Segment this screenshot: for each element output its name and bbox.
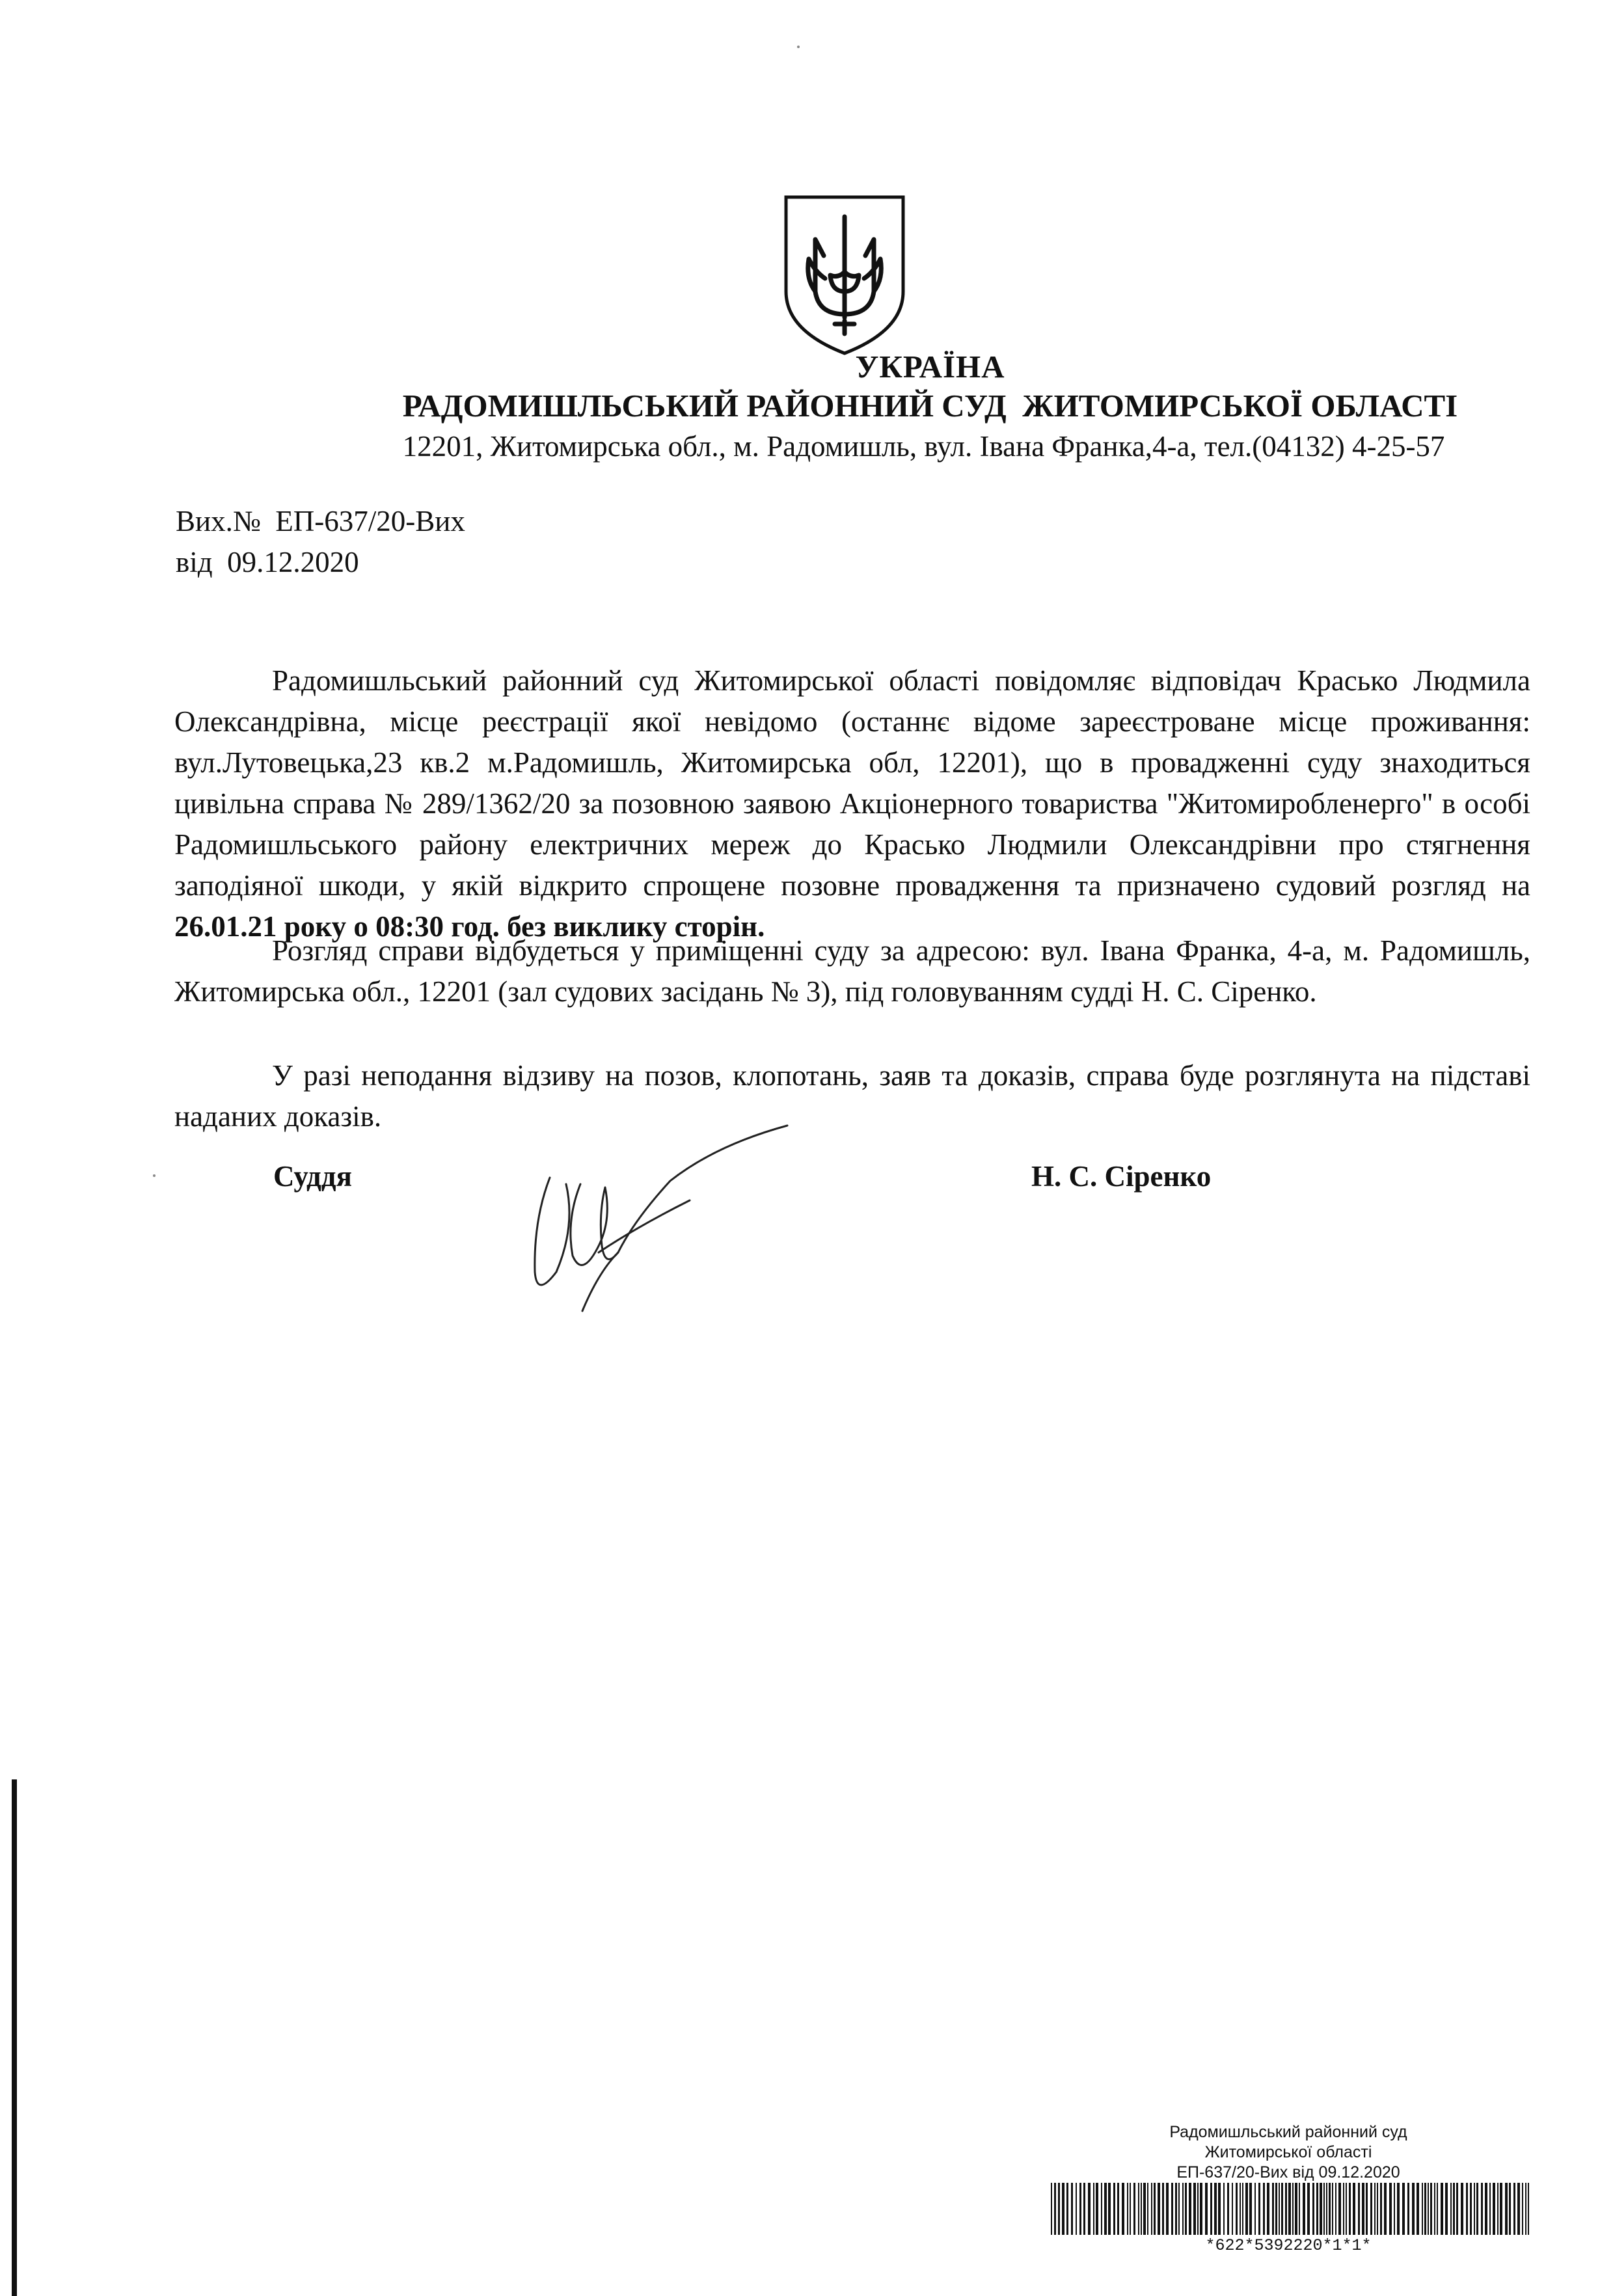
barcode-bar xyxy=(1101,2183,1102,2235)
barcode-bar xyxy=(1162,2183,1164,2235)
barcode-bar xyxy=(1151,2183,1152,2235)
barcode-bar xyxy=(1445,2183,1448,2235)
barcode-bar xyxy=(1104,2183,1107,2235)
barcode-bar xyxy=(1249,2183,1252,2235)
barcode-bar xyxy=(1197,2183,1199,2235)
barcode-bar xyxy=(1332,2183,1333,2235)
barcode-bar xyxy=(1093,2183,1094,2235)
barcode-bar xyxy=(1227,2183,1229,2235)
barcode-bar xyxy=(1509,2183,1511,2235)
barcode-bar xyxy=(1485,2183,1487,2235)
barcode-bar xyxy=(1441,2183,1443,2235)
court-address: 12201, Житомирська обл., м. Радомишль, вул. Івана Франка,4-а, тел.(04132) 4-25-57 xyxy=(402,430,1445,463)
country-title: УКРАЇНА xyxy=(855,349,1005,385)
barcode-bar xyxy=(1489,2183,1491,2235)
barcode-bar xyxy=(1437,2183,1438,2235)
barcode-bar xyxy=(1412,2183,1415,2235)
barcode-bar xyxy=(1295,2183,1297,2235)
barcode-bar xyxy=(1326,2183,1327,2235)
barcode-bar xyxy=(1329,2183,1331,2235)
barcode-bar xyxy=(1141,2183,1142,2235)
barcode-bar xyxy=(1466,2183,1468,2235)
barcode-bar xyxy=(1200,2183,1202,2235)
barcode-bar xyxy=(1470,2183,1472,2235)
hearing-datetime: 26.01.21 року о 08:30 год. без виклику сторін. xyxy=(174,910,765,943)
barcode-bar xyxy=(1242,2183,1243,2235)
barcode-bar xyxy=(1088,2183,1091,2235)
barcode-bar xyxy=(1402,2183,1405,2235)
barcode-bar xyxy=(1218,2183,1221,2235)
barcode-bar xyxy=(1394,2183,1395,2235)
barcode-bar xyxy=(1175,2183,1177,2235)
barcode-bar xyxy=(1370,2183,1372,2235)
judge-label: Суддя xyxy=(273,1160,352,1193)
scan-edge-mark xyxy=(12,1779,17,2296)
barcode-bar xyxy=(1079,2183,1081,2235)
barcode-bar xyxy=(1245,2183,1248,2235)
barcode-bar xyxy=(1292,2183,1294,2235)
barcode-bar xyxy=(1476,2183,1478,2235)
barcode-bar xyxy=(1154,2183,1156,2235)
barcode-bar xyxy=(1083,2183,1085,2235)
barcode-bar xyxy=(1456,2183,1458,2235)
barcode-bar xyxy=(1430,2183,1432,2235)
hearing-location-paragraph: Розгляд справи відбудеться у приміщенні суду за адресою: вул. Івана Франка, 4-а, м. Радомишль, Житомирська обл., 12201 (зал судових засідань № 3), під головуванням судді Н. С. Сіренко. xyxy=(174,934,1530,1008)
barcode-bar xyxy=(1428,2183,1429,2235)
barcode-bar xyxy=(1133,2183,1135,2235)
barcode-bar xyxy=(1525,2183,1526,2235)
barcode-bar xyxy=(1058,2183,1060,2235)
barcode-bar xyxy=(1272,2183,1274,2235)
barcode-bar xyxy=(1138,2183,1139,2235)
barcode-bar xyxy=(1362,2183,1364,2235)
barcode-bar xyxy=(1182,2183,1184,2235)
barcode-bar xyxy=(1497,2183,1498,2235)
barcode-bar xyxy=(1185,2183,1187,2235)
notice-paragraph xyxy=(174,660,1530,947)
barcode-bar xyxy=(1236,2183,1238,2235)
barcode-bar xyxy=(1377,2183,1378,2235)
stamp-region: Житомирської області xyxy=(1204,2143,1372,2161)
barcode-bar xyxy=(1299,2183,1300,2235)
registration-stamp xyxy=(1041,2122,1536,2183)
barcode-bar xyxy=(1338,2183,1341,2235)
barcode-bar xyxy=(1346,2183,1347,2235)
barcode-bar xyxy=(1353,2183,1355,2235)
barcode-bar xyxy=(1108,2183,1111,2235)
barcode-bar xyxy=(1417,2183,1419,2235)
scan-dust xyxy=(153,1174,156,1177)
barcode-bar xyxy=(1422,2183,1423,2235)
barcode-bar xyxy=(1158,2183,1160,2235)
barcode-bar xyxy=(1343,2183,1344,2235)
barcode-bar xyxy=(1397,2183,1400,2235)
barcode-bar xyxy=(1279,2183,1280,2235)
notice-text: Радомишльський районний суд Житомирської області повідомляє відповідач Красько Людмила Олександрівна, місце реєстрації якої невідомо (останнє відоме зареєстроване місце проживання: вул.Лутовецька,23 кв.2 м.Радомишль, Житомирська обл, 12201), що в провадженні суду знаходиться цивільна справа № 289/1362/20 за позовною заявою Акціонерного товариства "Житомиробленерго" в особі Радомишльського району електричних мереж до Красько Людмили Олександрівни про стягнення заподіяної шкоди, у якій відкрито спрощене позовне провадження та призначено судовий розгляд на xyxy=(174,664,1530,902)
barcode xyxy=(1051,2183,1529,2235)
barcode-bar xyxy=(1384,2183,1387,2235)
barcode-text: *622*5392220*1*1* xyxy=(1205,2236,1372,2255)
barcode-bar xyxy=(1500,2183,1502,2235)
barcode-bar xyxy=(1281,2183,1283,2235)
handwritten-signature xyxy=(521,1122,800,1317)
barcode-bar xyxy=(1051,2183,1052,2235)
barcode-bar xyxy=(1380,2183,1382,2235)
barcode-bar xyxy=(1407,2183,1409,2235)
barcode-bar xyxy=(1517,2183,1520,2235)
warning-paragraph: У разі неподання відзиву на позов, клопотань, заяв та доказів, справа буде розглянута на підставі наданих доказів. xyxy=(174,1059,1530,1133)
barcode-bar xyxy=(1374,2183,1376,2235)
barcode-bar xyxy=(1263,2183,1265,2235)
barcode-bar xyxy=(1210,2183,1212,2235)
barcode-bar xyxy=(1171,2183,1173,2235)
barcode-bar xyxy=(1166,2183,1169,2235)
barcode-bar xyxy=(1240,2183,1241,2235)
judge-name: Н. С. Сіренко xyxy=(1031,1160,1212,1193)
barcode-bar xyxy=(1122,2183,1124,2235)
barcode-bar xyxy=(1285,2183,1287,2235)
barcode-bar xyxy=(1127,2183,1128,2235)
barcode-bar xyxy=(1054,2183,1056,2235)
barcode-bar xyxy=(1493,2183,1495,2235)
barcode-bar xyxy=(1193,2183,1196,2235)
barcode-bar xyxy=(1066,2183,1068,2235)
barcode-bar xyxy=(1303,2183,1305,2235)
outgoing-date: від 09.12.2020 xyxy=(176,546,359,578)
scan-dust xyxy=(797,46,800,48)
barcode-bar xyxy=(1117,2183,1119,2235)
barcode-bar xyxy=(1450,2183,1452,2235)
barcode-bar xyxy=(1254,2183,1256,2235)
barcode-bar xyxy=(1358,2183,1360,2235)
barcode-bar xyxy=(1258,2183,1260,2235)
barcode-bar xyxy=(1474,2183,1475,2235)
court-name: РАДОМИШЛЬСЬКИЙ РАЙОННИЙ СУД ЖИТОМИРСЬКОЇ ОБЛАСТІ xyxy=(402,388,1458,424)
barcode-bar xyxy=(1143,2183,1146,2235)
barcode-bar xyxy=(1205,2183,1208,2235)
barcode-bar xyxy=(1232,2183,1233,2235)
barcode-bar xyxy=(1189,2183,1191,2235)
barcode-bar xyxy=(1528,2183,1529,2235)
barcode-bar xyxy=(1424,2183,1426,2235)
barcode-bar xyxy=(1130,2183,1131,2235)
barcode-bar xyxy=(1505,2183,1508,2235)
barcode-bar xyxy=(1320,2183,1322,2235)
barcode-bar xyxy=(1071,2183,1073,2235)
barcode-bar xyxy=(1434,2183,1435,2235)
barcode-bar xyxy=(1307,2183,1310,2235)
barcode-bar xyxy=(1312,2183,1314,2235)
barcode-bar xyxy=(1178,2183,1180,2235)
barcode-bar xyxy=(1522,2183,1523,2235)
barcode-bar xyxy=(1453,2183,1455,2235)
barcode-bar xyxy=(1113,2183,1115,2235)
barcode-bar xyxy=(1316,2183,1318,2235)
barcode-bar xyxy=(1481,2183,1483,2235)
barcode-bar xyxy=(1461,2183,1463,2235)
barcode-bar xyxy=(1214,2183,1217,2235)
barcode-bar xyxy=(1323,2183,1325,2235)
barcode-bar xyxy=(1513,2183,1515,2235)
stamp-court: Радомишльський районний суд xyxy=(1169,2123,1407,2141)
barcode-bar xyxy=(1288,2183,1291,2235)
ukraine-trident-icon xyxy=(780,194,910,357)
barcode-bar xyxy=(1366,2183,1368,2235)
barcode-bar xyxy=(1147,2183,1148,2235)
barcode-bar xyxy=(1275,2183,1277,2235)
barcode-bar xyxy=(1223,2183,1225,2235)
barcode-bar xyxy=(1335,2183,1336,2235)
barcode-bar xyxy=(1062,2183,1064,2235)
barcode-bar xyxy=(1349,2183,1351,2235)
outgoing-number: Вих.№ ЕП-637/20-Вих xyxy=(176,505,465,537)
barcode-bar xyxy=(1076,2183,1077,2235)
barcode-bar xyxy=(1267,2183,1269,2235)
barcode-bar xyxy=(1389,2183,1392,2235)
stamp-ref: ЕП-637/20-Вих від 09.12.2020 xyxy=(1176,2163,1400,2181)
barcode-bar xyxy=(1096,2183,1098,2235)
